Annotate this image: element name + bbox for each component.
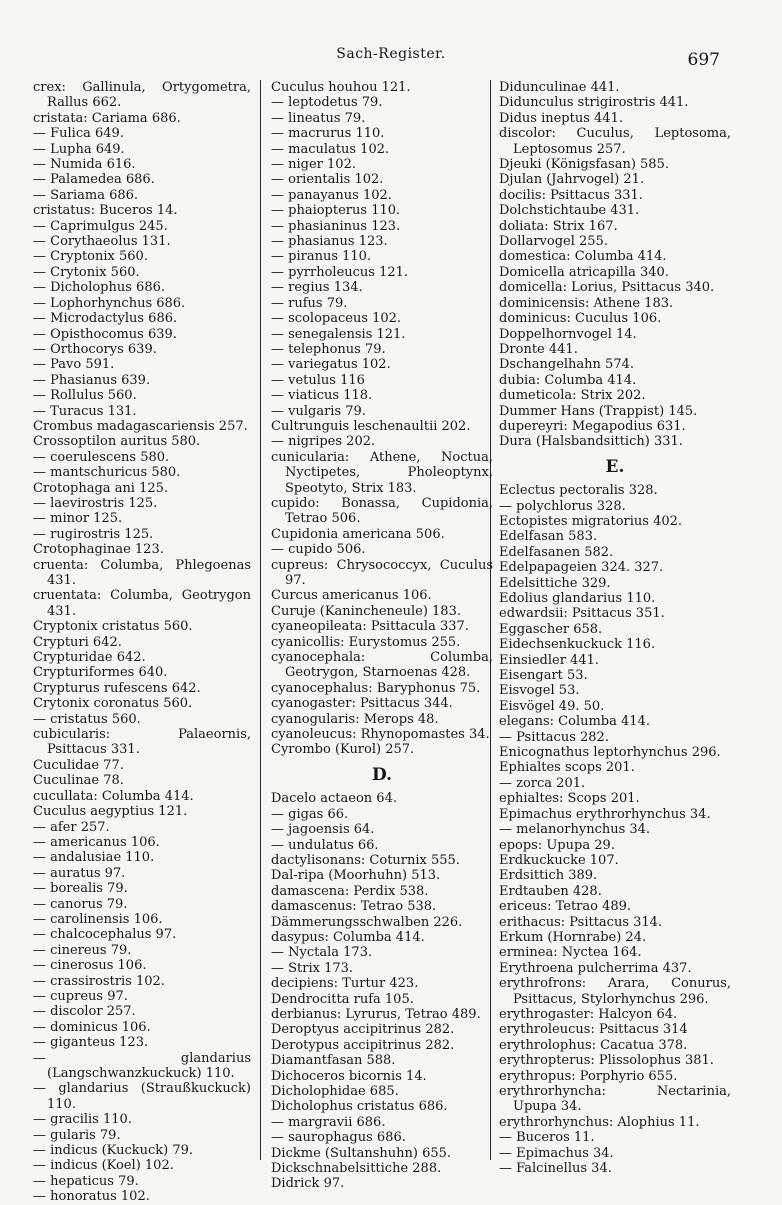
index-entry: cyanoleucus: Rhynopomastes 34. [271, 727, 490, 743]
index-entry: Dämmerungsschwalben 226. [271, 914, 463, 930]
index-entry: — afer 257. [33, 819, 110, 835]
index-entry: Erythroena pulcherrima 437. [499, 960, 692, 976]
index-entry: — Caprimulgus 245. [33, 218, 168, 234]
index-entry: — gracilis 110. [33, 1112, 132, 1128]
index-entry: Edelpapageien 324. 327. [499, 560, 664, 576]
index-entry: — variegatus 102. [271, 357, 391, 373]
index-entry: Erdkuckucke 107. [499, 852, 619, 868]
index-entry: Dicholophidae 685. [271, 1084, 399, 1099]
index-entry: Diamantfasan 588. [271, 1053, 396, 1069]
index-entry: — canorus 79. [33, 896, 128, 912]
index-entry: cupreus: Chrysococcyx, Cuculus 97. [271, 557, 493, 588]
index-entry: — Lupha 649. [33, 141, 125, 157]
index-entry: Eisvögel 49. 50. [499, 698, 605, 714]
index-entry: Eidechsenkuckuck 116. [499, 637, 656, 653]
index-entry: erythrorhynchus: Alophius 11. [499, 1114, 700, 1130]
index-entry: — gigas 66. [271, 806, 349, 822]
index-entry: — telephonus 79. [271, 341, 386, 357]
index-entry: Edelfasan 583. [499, 529, 598, 545]
index-entry: — gularis 79. [33, 1127, 121, 1143]
index-entry: Curcus americanus 106. [271, 588, 432, 604]
index-entry: Cuculinae 78. [33, 773, 124, 789]
index-entry: — regius 134. [271, 280, 363, 296]
running-head: Sach-Register. [336, 46, 446, 62]
index-entry: — Corythaeolus 131. [33, 234, 171, 250]
index-entry: — indicus (Koel) 102. [33, 1158, 174, 1174]
index-entry: — melanorhynchus 34. [499, 822, 651, 838]
index-entry: cristata: Cariama 686. [33, 110, 181, 126]
index-entry: Eclectus pectoralis 328. [499, 483, 658, 499]
index-entry: Crotophaginae 123. [33, 542, 164, 558]
index-entry: damascenus: Tetrao 538. [271, 899, 437, 915]
index-entry: — Nyctala 173. [271, 945, 373, 961]
index-entry: Einsiedler 441. [499, 652, 600, 668]
index-entry: — polychlorus 328. [499, 498, 626, 514]
index-entry: ericeus: Tetrao 489. [499, 899, 632, 915]
index-entry: Dal-ripa (Moorhuhn) 513. [271, 868, 441, 884]
index-entry: erythrolophus: Cacatua 378. [499, 1037, 688, 1053]
index-entry: dominicus: Cuculus 106. [499, 311, 662, 327]
index-entry: — Crytonix 560. [33, 264, 140, 280]
index-entry: — Fulica 649. [33, 126, 124, 142]
index-entry: — jagoensis 64. [271, 822, 375, 838]
index-entry: — phasianinus 123. [271, 218, 401, 234]
index-entry: — orientalis 102. [271, 172, 384, 188]
index-entry: — crassirostris 102. [33, 973, 165, 989]
index-entry: Eisengart 53. [499, 668, 588, 684]
index-entry: Cuculus houhou 121. [271, 80, 411, 95]
index-entry: — phasianus 123. [271, 234, 388, 250]
index-entry: Eisvogel 53. [499, 683, 580, 699]
index-entry: cunicularia: Athene, Noctua, Nyctipetes, Pholeoptynx, Speotyto, Strix 183. [271, 449, 493, 496]
index-entry: Dickme (Sultanshuhn) 655. [271, 1145, 452, 1161]
index-entry: discolor: Cuculus, Leptosoma, Leptosomus 257. [499, 126, 731, 157]
index-entry: — Epimachus 34. [499, 1145, 614, 1161]
index-entry: — chalcocephalus 97. [33, 927, 177, 943]
index-entry: — Dicholophus 686. [33, 280, 165, 296]
index-entry: — Falcinellus 34. [499, 1161, 612, 1177]
index-entry: — piranus 110. [271, 249, 372, 265]
index-entry: — nigripes 202. [271, 434, 376, 450]
index-entry: — rugirostris 125. [33, 526, 154, 542]
index-entry: Dollarvogel 255. [499, 234, 608, 250]
index-entry: — Microdactylus 686. [33, 311, 178, 327]
index-entry: Enicognathus leptorhynchus 296. [499, 745, 721, 761]
index-entry: Ephialtes scops 201. [499, 760, 635, 776]
index-entry: Dichoceros bicornis 14. [271, 1068, 427, 1084]
index-entry: cucullata: Columba 414. [33, 788, 194, 804]
index-entry: — macrurus 110. [271, 126, 385, 142]
page-header [0, 36, 782, 76]
index-entry: Eggascher 658. [499, 621, 603, 637]
index-column-2 [271, 80, 493, 1192]
index-entry: — maculatus 102. [271, 141, 390, 157]
index-entry: — leptodetus 79. [271, 95, 383, 111]
index-entry: — giganteus 123. [33, 1035, 149, 1051]
index-entry: Dronte 441. [499, 341, 578, 357]
index-entry: — cinereus 79. [33, 942, 132, 958]
index-entry: — Opisthocomus 639. [33, 326, 177, 342]
index-entry: Djulan (Jahrvogel) 21. [499, 172, 645, 188]
index-entry: Didrick 97. [271, 1176, 345, 1192]
index-entry: — cinerosus 106. [33, 958, 147, 974]
index-entry: epops: Upupa 29. [499, 837, 615, 853]
index-entry: — americanus 106. [33, 834, 160, 850]
index-entry: — minor 125. [33, 511, 123, 527]
index-entry: — cupreus 97. [33, 988, 128, 1004]
index-entry: Dickschnabelsittiche 288. [271, 1161, 442, 1177]
index-entry: — cupido 506. [271, 542, 366, 558]
index-entry: — dominicus 106. [33, 1019, 151, 1035]
index-entry: Cuculidae 77. [33, 757, 124, 773]
index-entry: Edelsittiche 329. [499, 575, 611, 591]
index-entry: domestica: Columba 414. [499, 249, 667, 265]
index-entry: Crypturiformes 640. [33, 665, 168, 681]
index-entry: dominicensis: Athene 183. [499, 295, 674, 311]
index-entry: — niger 102. [271, 157, 356, 173]
index-entry: — carolinensis 106. [33, 911, 163, 927]
index-entry: erythropterus: Plissolophus 381. [499, 1053, 714, 1069]
index-entry: cyanocephalus: Baryphonus 75. [271, 680, 481, 696]
index-entry: crex: Gallinula, Ortygometra, Rallus 662. [33, 80, 251, 111]
index-entry: — pyrrholeucus 121. [271, 264, 409, 280]
index-entry: — hepaticus 79. [33, 1173, 139, 1189]
index-entry: Erdtauben 428. [499, 883, 602, 899]
index-entry: — indicus (Kuckuck) 79. [33, 1143, 194, 1159]
index-entry: cyanocephala: Columba, Geotrygon, Starnoenas 428. [271, 650, 493, 681]
index-entry: cupido: Bonassa, Cupidonia, Tetrao 506. [271, 495, 493, 527]
index-entry: Deroptyus accipitrinus 282. [271, 1022, 455, 1038]
index-entry: Crypturus rufescens 642. [33, 680, 201, 696]
index-entry: Dendrocitta rufa 105. [271, 991, 414, 1007]
index-entry: — Palamedea 686. [33, 172, 155, 188]
index-entry: — Sariama 686. [33, 187, 139, 203]
index-entry: — lineatus 79. [271, 110, 366, 126]
index-entry: Edelfasanen 582. [499, 544, 614, 560]
index-entry: Crypturi 642. [33, 634, 122, 650]
index-entry: erythropus: Porphyrio 655. [499, 1068, 678, 1084]
index-entry: derbianus: Lyrurus, Tetrao 489. [271, 1006, 481, 1022]
index-entry: elegans: Columba 414. [499, 714, 650, 730]
index-entry: Dummer Hans (Trappist) 145. [499, 403, 698, 419]
index-entry: erithacus: Psittacus 314. [499, 914, 663, 930]
index-entry: — Pavo 591. [33, 357, 115, 373]
index-entry: erythroleucus: Psittacus 314 [499, 1022, 688, 1038]
index-entry: cruentata: Columba, Geotrygon 431. [33, 588, 251, 619]
index-entry: Derotypus accipitrinus 282. [271, 1037, 455, 1053]
index-entry: — Phasianus 639. [33, 372, 151, 388]
index-entry: dumeticola: Strix 202. [499, 388, 646, 404]
index-entry: dubia: Columba 414. [499, 372, 637, 388]
index-entry: Ectopistes migratorius 402. [499, 513, 683, 529]
index-entry: Dacelo actaeon 64. [271, 791, 397, 807]
index-entry: dasypus: Columba 414. [271, 929, 425, 945]
index-entry: — mantschuricus 580. [33, 465, 181, 481]
index-entry: Didus ineptus 441. [499, 110, 623, 126]
index-entry: — Cryptonix 560. [33, 249, 148, 265]
index-entry: Dicholophus cristatus 686. [271, 1099, 448, 1115]
index-entry: Cryptonix cristatus 560. [33, 619, 193, 635]
index-entry: — zorca 201. [499, 775, 586, 791]
index-entry: — Strix 173. [271, 960, 354, 976]
index-entry: — cristatus 560. [33, 711, 141, 727]
index-entry: cyanogularis: Merops 48. [271, 711, 439, 727]
index-entry: — auratus 97. [33, 865, 126, 881]
index-entry: — glandarius (Straußkuckuck) 110. [33, 1081, 251, 1112]
index-entry: — scolopaceus 102. [271, 311, 402, 327]
index-entry: — Orthocorys 639. [33, 341, 157, 357]
index-entry: Doppelhornvogel 14. [499, 326, 637, 342]
index-entry: Edolius glandarius 110. [499, 591, 656, 606]
index-entry: — andalusiae 110. [33, 850, 155, 866]
section-letter-heading: D. [371, 764, 393, 785]
index-entry: Domicella atricapilla 340. [499, 264, 669, 280]
index-entry: — rufus 79. [271, 295, 348, 311]
index-entry: Epimachus erythrorhynchus 34. [499, 806, 711, 822]
index-entry: cyaneopileata: Psittacula 337. [271, 619, 469, 635]
index-entry: erythrogaster: Halcyon 64. [499, 1006, 678, 1022]
index-entry: Crossoptilon auritus 580. [33, 434, 201, 450]
index-entry: — Turacus 131. [33, 403, 137, 419]
index-entry: cyanicollis: Eurystomus 255. [271, 634, 461, 650]
page-number: 697 [687, 50, 720, 70]
index-entry: — laevirostris 125. [33, 495, 158, 511]
index-entry: damascena: Perdix 538. [271, 883, 429, 899]
index-entry: — margravii 686. [271, 1114, 386, 1130]
index-entry: dactylisonans: Coturnix 555. [271, 852, 460, 868]
index-entry: — vetulus 116 [271, 372, 365, 388]
index-entry: cristatus: Buceros 14. [33, 203, 178, 219]
index-entry: — discolor 257. [33, 1004, 136, 1020]
index-entry: — phaiopterus 110. [271, 203, 401, 219]
index-entry: erythrorhyncha: Nectarinia, Upupa 34. [499, 1084, 731, 1115]
index-entry: Crombus madagascariensis 257. [33, 418, 248, 434]
index-column-1 [33, 80, 251, 1205]
index-entry: Erkum (Hornrabe) 24. [499, 929, 647, 945]
index-entry: — Buceros 11. [499, 1130, 595, 1146]
index-entry: Crotophaga ani 125. [33, 480, 169, 496]
index-entry: ephialtes: Scops 201. [499, 791, 640, 807]
index-entry: Cupidonia americana 506. [271, 526, 445, 542]
index-entry: cruenta: Columba, Phlegoenas 431. [33, 557, 251, 588]
index-entry: Djeuki (Königsfasan) 585. [499, 157, 669, 173]
index-entry: — panayanus 102. [271, 187, 392, 203]
index-entry: — coerulescens 580. [33, 449, 170, 465]
index-entry: docilis: Psittacus 331. [499, 187, 643, 203]
index-entry: cubicularis: Palaeornis, Psittacus 331. [33, 727, 251, 758]
index-entry: erythrofrons: Arara, Conurus, Psittacus, Stylorhynchus 296. [499, 976, 731, 1007]
index-entry: cyanogaster: Psittacus 344. [271, 696, 453, 712]
index-entry: Dura (Halsbandsittich) 331. [499, 434, 683, 450]
index-entry: — saurophagus 686. [271, 1130, 406, 1146]
index-entry: — undulatus 66. [271, 837, 379, 853]
index-entry: dupereyri: Megapodius 631. [499, 418, 686, 434]
index-entry: Curuje (Kanincheneule) 183. [271, 603, 461, 619]
index-entry: Dolchstichtaube 431. [499, 203, 640, 219]
index-entry: — borealis 79. [33, 881, 128, 897]
index-entry: Cuculus aegyptius 121. [33, 804, 188, 820]
index-column-3 [499, 80, 731, 1176]
index-entry: Erdsittich 389. [499, 868, 598, 884]
section-letter-heading: E. [605, 456, 625, 477]
index-entry: — Lophorhynchus 686. [33, 295, 186, 311]
index-entry: — vulgaris 79. [271, 403, 366, 419]
index-entry: Didunculinae 441. [499, 80, 620, 95]
index-entry: — honoratus 102. [33, 1189, 150, 1205]
index-entry: domicella: Lorius, Psittacus 340. [499, 280, 715, 296]
index-entry: — viaticus 118. [271, 388, 373, 404]
index-entry: — Numida 616. [33, 157, 136, 173]
index-entry: Didunculus strigirostris 441. [499, 95, 689, 111]
index-entry: Crytonix coronatus 560. [33, 696, 193, 712]
index-entry: Crypturidae 642. [33, 650, 146, 666]
index-entry: — glandarius (Langschwanzkuckuck) 110. [33, 1050, 251, 1081]
column-rule-left [260, 80, 261, 1160]
index-entry: Cultrunguis leschenaultii 202. [271, 418, 471, 434]
index-entry: edwardsii: Psittacus 351. [499, 606, 665, 622]
index-entry: doliata: Strix 167. [499, 218, 618, 234]
index-entry: decipiens: Turtur 423. [271, 976, 419, 992]
index-entry: — senegalensis 121. [271, 326, 406, 342]
index-entry: Cyrombo (Kurol) 257. [271, 742, 415, 758]
index-entry: — Rollulus 560. [33, 388, 137, 404]
index-entry: Dschangelhahn 574. [499, 357, 634, 373]
index-entry: erminea: Nyctea 164. [499, 945, 642, 961]
index-entry: — Psittacus 282. [499, 729, 609, 745]
